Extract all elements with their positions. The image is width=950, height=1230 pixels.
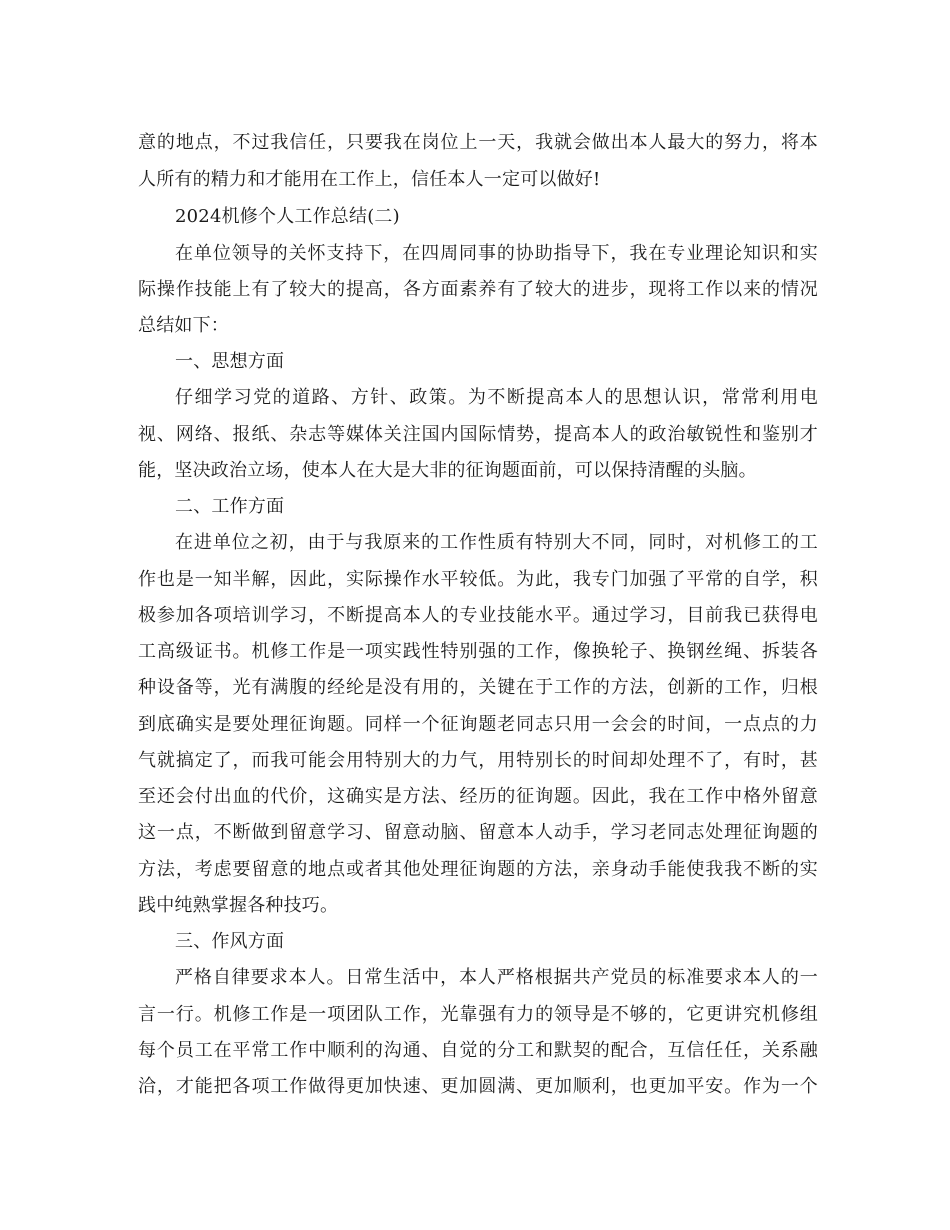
paragraph-line: 工高级证书。机修工作是一项实践性特别强的工作，像换轮子、换钢丝绳、拆装各 — [138, 641, 818, 662]
section-heading: 二、工作方面 — [175, 496, 285, 517]
paragraph-line: 际操作技能上有了较大的提高，各方面素养有了较大的进步，现将工作以来的情况 — [138, 279, 818, 300]
paragraph-line: 洽，才能把各项工作做得更加快速、更加圆满、更加顺利，也更加平安。作为一个 — [138, 1076, 818, 1097]
paragraph-line: 至还会付出血的代价，这确实是方法、经历的征询题。因此，我在工作中格外留意 — [138, 786, 818, 807]
section-title: 2024机修个人工作总结(二) — [175, 206, 400, 227]
paragraph-line: 严格自律要求本人。日常生活中，本人严格根据共产党员的标准要求本人的一 — [175, 967, 818, 988]
paragraph-line: 每个员工在平常工作中顺利的沟通、自觉的分工和默契的配合，互信任任，关系融 — [138, 1040, 818, 1061]
paragraph-line: 种设备等，光有满腹的经纶是没有用的，关键在于工作的方法，创新的工作，归根 — [138, 677, 818, 698]
paragraph-line: 这一点，不断做到留意学习、留意动脑、留意本人动手，学习老同志处理征询题的 — [138, 822, 818, 843]
paragraph-line: 仔细学习党的道路、方针、政策。为不断提高本人的思想认识，常常利用电 — [175, 387, 818, 408]
paragraph-line: 人所有的精力和才能用在工作上，信任本人一定可以做好! — [138, 169, 601, 190]
paragraph-line: 作也是一知半解，因此，实际操作水平较低。为此，我专门加强了平常的自学，积 — [138, 569, 818, 590]
paragraph-line: 在单位领导的关怀支持下，在四周同事的协助指导下，我在专业理论知识和实 — [175, 243, 818, 264]
paragraph-line: 言一行。机修工作是一项团队工作，光靠强有力的领导是不够的，它更讲究机修组 — [138, 1004, 818, 1025]
paragraph-line: 气就搞定了，而我可能会用特别大的力气，用特别长的时间却处理不了，有时，甚 — [138, 750, 818, 771]
paragraph-line: 视、网络、报纸、杂志等媒体关注国内国际情势，提高本人的政治敏锐性和鉴别才 — [138, 424, 818, 445]
paragraph-line: 在进单位之初，由于与我原来的工作性质有特别大不同，同时，对机修工的工 — [175, 532, 818, 553]
paragraph-line: 意的地点，不过我信任，只要我在岗位上一天，我就会做出本人最大的努力，将本 — [138, 132, 818, 153]
paragraph-line: 总结如下： — [138, 315, 229, 336]
section-heading: 三、作风方面 — [175, 931, 285, 952]
paragraph-line: 到底确实是要处理征询题。同样一个征询题老同志只用一会会的时间，一点点的力 — [138, 714, 818, 735]
paragraph-line: 践中纯熟掌握各种技巧。 — [138, 895, 339, 916]
paragraph-line: 方法，考虑要留意的地点或者其他处理征询题的方法，亲身动手能使我我不断的实 — [138, 859, 818, 880]
section-heading: 一、思想方面 — [175, 351, 285, 372]
paragraph-line: 能，坚决政治立场，使本人在大是大非的征询题面前，可以保持清醒的头脑。 — [138, 460, 757, 481]
paragraph-line: 极参加各项培训学习，不断提高本人的专业技能水平。通过学习，目前我已获得电 — [138, 605, 818, 626]
